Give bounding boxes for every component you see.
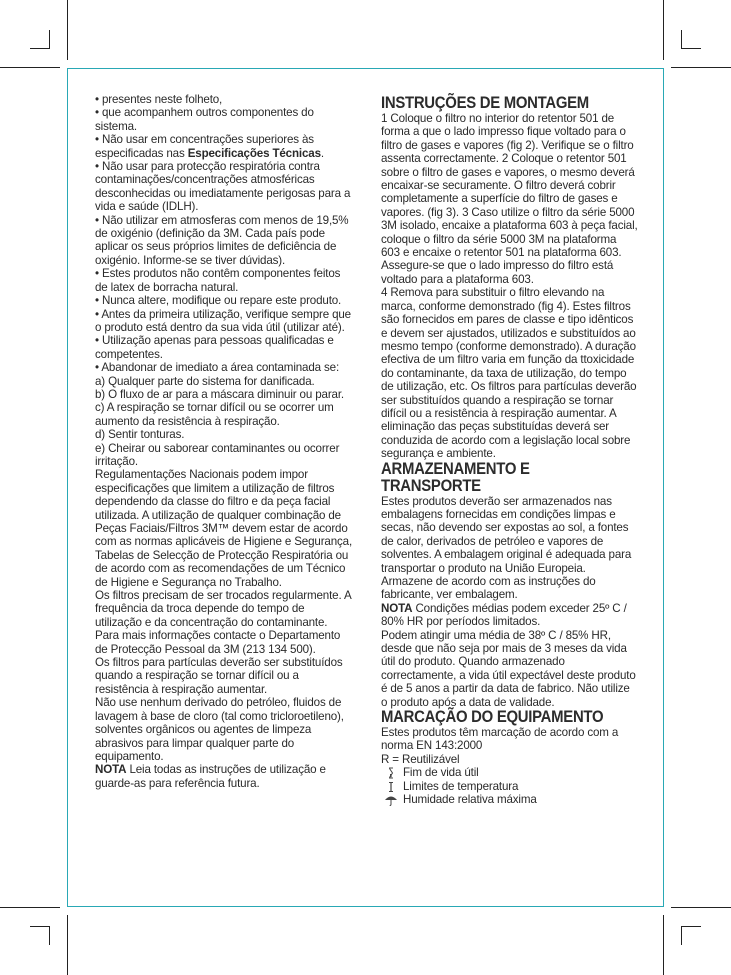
text-line: Regulamentações Nacionais podem impor [95,468,308,482]
text-line: norma EN 143:2000 [381,739,483,753]
text-line: Os filtros precisam de ser trocados regularmente. A [95,589,352,603]
text-line: difícil ou a resistência à respiração aumentar. A [381,406,617,420]
text-line: a) Qualquer parte do sistema for danificada. [95,374,315,388]
text-line: Os filtros para partículas deverão ser substituídos [95,656,343,670]
text-line: equipamento. [95,749,164,763]
text-line: marca, conforme demonstrado (fig 4). Estes filtros [381,299,631,313]
text-line: embalagens fornecidas em condições limpas e [381,507,616,521]
text-line: encaixar-se securamente. O filtro deverá cobrir [381,179,616,193]
crop-mark-top-left-h [0,67,60,68]
text-line: assenta correctamente. 2 Coloque o retentor 501 [381,152,627,166]
text-line: Armazene de acordo com as instruções do [381,575,596,588]
text-line: coloque o filtro da série 5000 3M na plataforma [381,232,617,246]
text-line: transportar o produto na União Europeia. [381,561,586,575]
text-line: c) A respiração se tornar difícil ou se ocorrer um [95,401,334,415]
text-line: eliminação das peças substituídas deverá ser [381,420,609,434]
text-segment: Condições médias podem exceder 25º C / [412,601,627,615]
text-line: do contaminante, da taxa de utilização, do tempo [381,366,627,380]
bold-term: Especificações Técnicas [187,146,321,160]
crop-mark-top-left-v [67,0,68,60]
text-line: 1 Coloque o filtro no interior do retentor 501 de [381,112,615,125]
text-line: 3M isolado, encaixe a plataforma 603 à peça facial, [381,219,638,233]
text-line: voltado para a plataforma 603. [381,272,534,286]
text-line: completamente a superfície do filtro de gases e [381,192,618,206]
text-line: secas, não devendo ser expostas ao sol, a fontes [381,521,629,535]
bold-term: NOTA [95,763,127,777]
text-line: Estes produtos deverão ser armazenados nas [381,494,612,508]
text-line: é de 5 anos a partir da data de fabrico. Não utilize [381,682,630,696]
text-line: desconhecidas ou imediatamente perigosas para a [95,186,351,200]
text-line: conduzida de acordo com a legislação local sobre [381,433,631,447]
text-line: forma a que o lado impresso fique voltado para o [381,125,626,139]
text-line [381,602,633,615]
text-line: de acordo com as recomendações de um Técnico [95,562,346,576]
crop-mark-bottom-right-v [663,915,664,975]
text-line: irritação. [95,454,138,468]
text-line: • que acompanhem outros componentes do [95,106,314,120]
crop-mark-bottom-left-corner-h [30,926,50,927]
left-column [95,93,353,790]
text-line: Estes produtos têm marcação de acordo com a [381,726,619,740]
text-line: R = Reutilizável [381,752,460,766]
text-line: efectiva de um filtro varia em função da ttoxicidade [381,353,635,367]
crop-mark-top-right-corner-h [681,48,701,49]
text-line [95,763,353,776]
text-line: Para mais informações contacte o Departamento [95,629,341,643]
crop-mark-top-right-v [663,0,664,60]
text-line: oxigénio. Informe-se se tiver dúvidas). [95,253,286,267]
text-line: 603 e encaixe o retentor 501 na plataforma 603. [381,246,622,260]
text-line: de calor, derivados de petróleo e vapores de [381,534,604,548]
text-line: utilização e da concentração do contaminante. [95,615,328,629]
section-heading: TRANSPORTE [381,476,481,495]
text-line: de utilização, etc. Os filtros para partículas deverão [381,380,637,394]
symbol-label: Limites de temperatura [403,779,519,793]
text-line: • Antes da primeira utilização, verifique sempre que [95,307,351,321]
text-line: resistência à respiração aumentar. [95,682,268,696]
text-line: quando a respiração se tornar difícil ou a [95,669,299,683]
text-segment: especificadas nas [95,146,188,160]
text-line: guarde-as para referência futura. [95,776,260,790]
symbol-row [381,766,633,779]
section-heading: INSTRUÇÕES DE MONTAGEM [381,94,589,112]
text-line: lavagem à base de cloro (tal como tricloroetileno), [95,709,344,723]
symbol-label: Fim de vida útil [403,766,479,780]
text-line: e) Cheirar ou saborear contaminantes ou ocorrer [95,441,340,455]
text-line: • Não usar em concentrações superiores às [95,133,314,147]
text-line: segurança e ambiente. [381,447,496,461]
crop-mark-bottom-right-corner [681,926,682,945]
text-line: contaminações/concentrações atmosféricas [95,173,315,187]
text-line: desde que não seja por mais de 3 meses da vida [381,642,627,656]
text-line: são fornecidos em pares de classe e tipo idênticos [381,313,634,327]
symbol-label: Humidade relativa máxima [403,793,537,807]
text-line: sistema. [95,119,137,133]
crop-mark-bottom-left-corner [49,926,50,945]
text-line: Não use nenhum derivado do petróleo, fluidos de [95,696,342,710]
text-line: aplicar os seus próprios limites de deficiência de [95,240,337,254]
crop-mark-bottom-right-corner-h [681,926,701,927]
crop-mark-top-left-corner-h [30,48,50,49]
text-line: vida e saúde (IDLH). [95,200,199,214]
text-line: • Nunca altere, modifique ou repare este produto. [95,294,342,308]
text-line: Podem atingir uma média de 38º C / 85% HR, [381,628,611,642]
text-line: solventes orgânicos ou agentes de limpeza [95,723,312,737]
text-line: mesmo tempo (conforme demonstrado). A duração [381,339,636,353]
text-line: de Higiene e Segurança no Trabalho. [95,575,282,589]
text-line: útil do produto. Quando armazenado [381,655,565,669]
text-line: b) O fluxo de ar para a máscara diminuir ou parar. [95,387,344,401]
crop-mark-bottom-left-h [0,907,60,908]
text-segment: . [320,146,324,160]
text-line: fabricante, ver embalagem. [381,588,518,602]
text-line: • presentes neste folheto, [95,93,223,106]
crop-mark-top-right-h [671,67,731,68]
text-line: filtro de gases e vapores (fig 2). Verifique se o filtro [381,138,634,152]
text-line: o produto está dentro da sua vida útil (utilizar até). [95,320,345,334]
text-line: sobre o filtro de gases e vapores, o mesmo deverá [381,165,635,179]
text-line: com as normas aplicáveis de Higiene e Segurança, [95,535,353,549]
text-line: competentes. [95,347,163,361]
text-line: correctamente, a vida útil expectável deste produto [381,668,636,682]
text-line: de Protecção Pessoal da 3M (213 134 500). [95,642,316,656]
crop-mark-bottom-left-v [67,915,68,975]
text-line: Assegure-se que o lado impresso do filtro está [381,259,614,273]
text-line: • Não utilizar em atmosferas com menos de 19,5% [95,213,349,227]
symbol-row [381,780,633,793]
text-line: frequência da troca depende do tempo de [95,602,305,616]
text-line: abrasivos para limpar qualquer parte do [95,736,295,750]
text-line: 80% HR por períodos limitados. [381,615,541,629]
text-line: Tabelas de Selecção de Protecção Respiratória ou [95,548,349,562]
text-line: utilizada. A utilização de qualquer combinação de [95,508,341,522]
text-line: dependendo da classe do filtro e da peça facial [95,495,331,509]
text-line: • Estes produtos não contêm componentes feitos [95,267,341,281]
bold-term: NOTA [381,601,413,615]
symbol-row [381,793,633,806]
crop-mark-bottom-right-h [671,907,731,908]
crop-mark-top-left-corner [49,30,50,49]
text-line: o produto após a data de validade. [381,695,555,709]
text-line: de oxigénio (definição da 3M. Cada país pode [95,227,325,241]
text-line: especificações que limitem a utilização de filtros [95,481,335,495]
text-line: • Utilização apenas para pessoas qualificadas e [95,334,334,348]
crop-mark-top-right-corner [681,30,682,49]
text-line: 4 Remova para substituir o filtro elevando na [381,286,605,300]
text-line [95,147,353,160]
right-column [381,94,638,807]
text-line: e devem ser ajustados, utilizados e substituídos ao [381,326,636,340]
text-line: d) Sentir tonturas. [95,428,185,442]
text-line: • Não usar para protecção respiratória contra [95,160,320,174]
section-heading: MARCAÇÃO DO EQUIPAMENTO [381,708,604,727]
text-segment: Leia todas as instruções de utilização e [126,763,326,777]
text-line: Peças Faciais/Filtros 3M™ devem estar de acordo [95,522,348,535]
text-line: aumento da resistência à respiração. [95,414,280,428]
text-line: de latex de borracha natural. [95,280,239,294]
section-heading: ARMAZENAMENTO E [381,459,530,478]
text-line: ser substituídos quando a respiração se tornar [381,393,614,407]
text-line: vapores. (fig 3). 3 Caso utilize o filtro da série 5000 [381,205,635,219]
text-line: • Abandonar de imediato a área contaminada se: [95,361,340,375]
text-line: solventes. A embalagem original é adequada para [381,548,632,562]
